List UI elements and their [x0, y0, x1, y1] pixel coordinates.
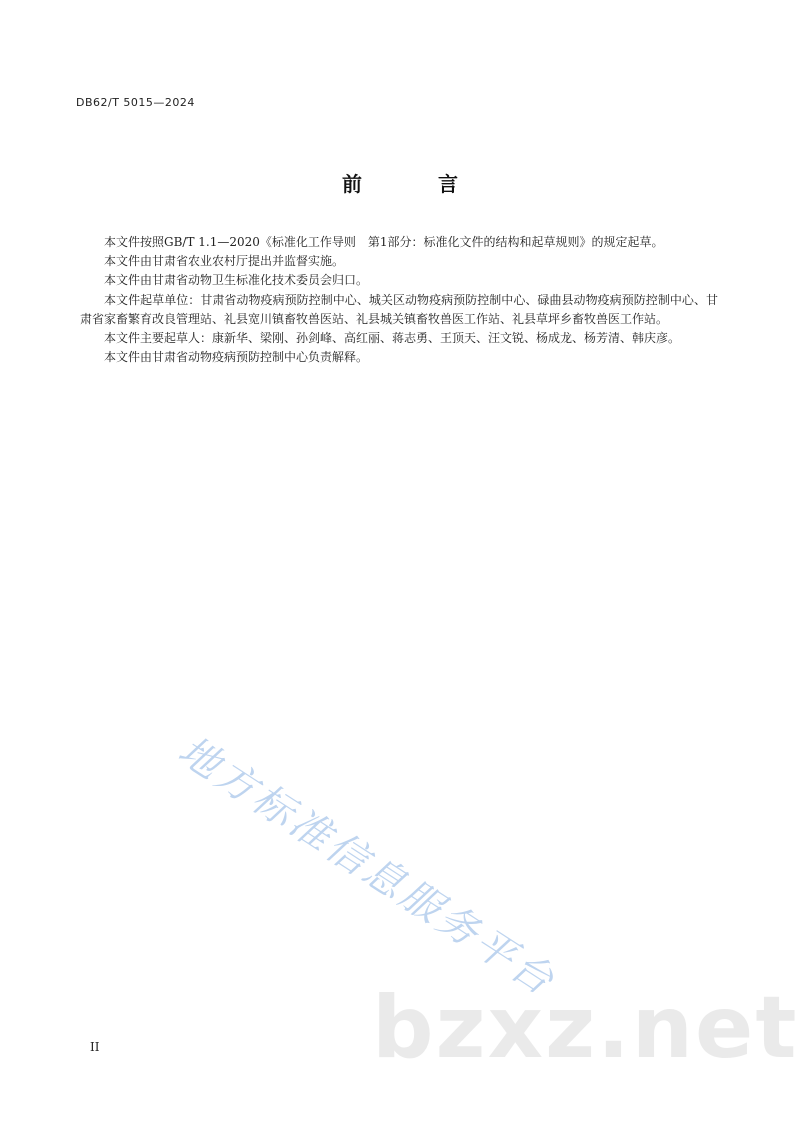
- paragraph-proposer: 本文件由甘肃省农业农村厅提出并监督实施。: [104, 254, 345, 269]
- page-title: 前 言: [342, 172, 486, 196]
- page-number: II: [90, 1040, 100, 1054]
- paragraph-interpretation: 本文件由甘肃省动物疫病预防控制中心负责解释。: [104, 350, 369, 365]
- paragraph-drafters: 本文件主要起草人：康新华、梁刚、孙剑峰、高红丽、蒋志勇、王顶天、汪文锐、杨成龙、杨芳清、韩庆彦。: [104, 331, 681, 346]
- paragraph-administrator: 本文件由甘肃省动物卫生标准化技术委员会归口。: [104, 273, 369, 288]
- foreword-body: [80, 233, 718, 367]
- paragraph-drafting-units: 本文件起草单位：甘肃省动物疫病预防控制中心、城关区动物疫病预防控制中心、碌曲县动物疫病预防控制中心、甘肃省家畜繁育改良管理站、礼县宽川镇畜牧兽医站、礼县城关镇畜牧兽医工作站、礼县草坪乡畜牧兽医工作站。: [80, 292, 718, 326]
- platform-watermark: 地方标准信息服务平台: [170, 727, 565, 1006]
- document-code: DB62/T 5015—2024: [76, 96, 195, 109]
- paragraph-drafting-basis: 本文件按照GB/T 1.1—2020《标准化工作导则 第1部分：标准化文件的结构和起草规则》的规定起草。: [104, 235, 664, 249]
- site-watermark: bzxz.net: [372, 978, 799, 1078]
